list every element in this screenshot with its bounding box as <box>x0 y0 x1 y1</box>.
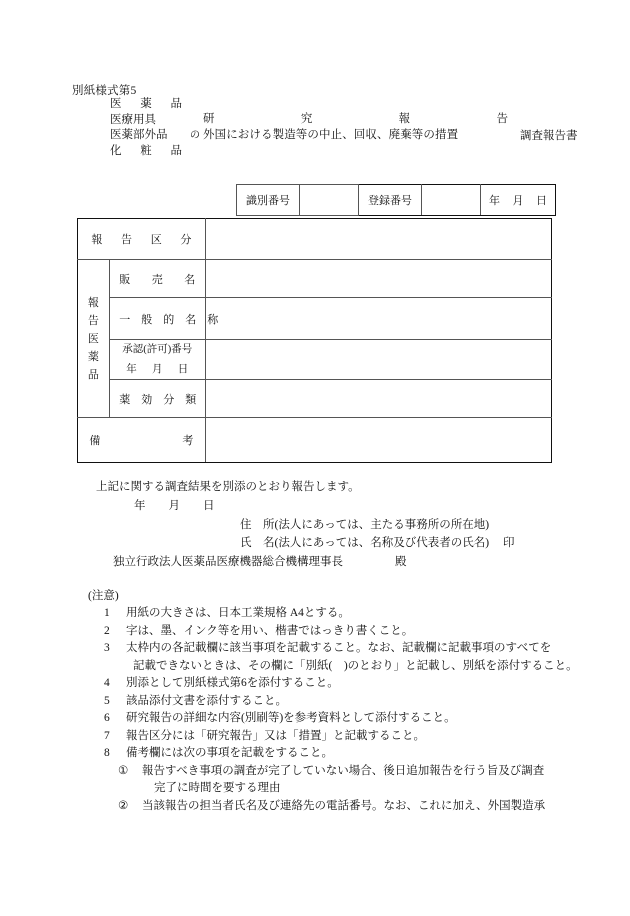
note-item <box>104 745 618 763</box>
note-text: 用紙の大きさは、日本工業規格 A4とする。 <box>126 607 350 619</box>
subject-column <box>203 111 523 143</box>
note-text: 字は、墨、インク等を用い、楷書ではっきり書くこと。 <box>126 624 414 637</box>
subitem-number: ① <box>118 764 129 777</box>
generic-name-label: 一 般 的 名 称 <box>109 298 205 340</box>
main-form-table <box>77 218 552 463</box>
registration-number-label: 登録番号 <box>359 185 422 216</box>
approval-number-label <box>109 340 205 380</box>
note-text: 備考欄には次の事項を記載をすること。 <box>126 747 333 759</box>
table-row-efficacy-class <box>78 380 552 418</box>
remarks-value[interactable] <box>205 418 551 463</box>
note-number: 2 <box>104 624 110 637</box>
group-label-char-3: 医 <box>87 332 99 345</box>
note-text: 研究報告の詳細な内容(別刷等)を参考資料として添付すること。 <box>126 712 456 724</box>
brand-name-value[interactable] <box>205 260 551 298</box>
identification-number-label: 識別番号 <box>237 185 300 216</box>
table-row-brand-name <box>78 260 552 298</box>
note-item <box>104 693 618 711</box>
note-subitem <box>118 763 618 798</box>
approval-number-value[interactable] <box>205 340 551 380</box>
note-number: 5 <box>104 694 110 707</box>
note-number: 7 <box>104 729 110 742</box>
note-text: 太枠内の各記載欄に該当事項を記載すること。なお、記載欄に記載事項のすべてを <box>126 642 552 654</box>
seal-marker: 印 <box>503 537 515 549</box>
note-number: 3 <box>104 642 110 654</box>
remarks-label: 備 考 <box>78 418 206 463</box>
group-label-char-4: 薬 <box>87 350 99 363</box>
note-text-wrapper <box>126 640 618 675</box>
addressee-honorific: 殿 <box>395 556 407 568</box>
note-number: 1 <box>104 607 110 619</box>
table-row-report-category <box>78 219 552 260</box>
note-text-continuation: 記載できないときは、その欄に「別紙( )のとおり」と記載し、別紙を添付すること。 <box>133 659 578 672</box>
note-subitem <box>118 798 618 816</box>
note-number: 8 <box>104 747 110 759</box>
address-line: 住 所(法人にあっては、主たる事務所の所在地) <box>240 519 490 531</box>
note-item <box>104 728 618 746</box>
note-text: 別添として別紙様式第6を添付すること。 <box>126 677 339 689</box>
efficacy-class-value[interactable] <box>205 380 551 418</box>
subitem-text: 当該報告の担当者氏名及び連絡先の電話番号。なお、これに加え、外国製造承 <box>142 799 546 812</box>
table-row-generic-name <box>78 298 552 340</box>
approval-number-label-line1: 承認(許可)番号 <box>122 344 193 355</box>
addressee-line <box>113 553 407 569</box>
notes-section <box>88 588 618 815</box>
subject-line-foreign-measures: 外国における製造等の中止、回収、廃棄等の措置 <box>203 129 459 141</box>
date-header-cell <box>481 185 556 216</box>
subitem-text: 報告すべき事項の調査が完了していない場合、後日追加報告を行う旨及び調査 <box>142 764 545 777</box>
identification-row <box>237 185 556 216</box>
group-label-char-5: 品 <box>87 368 99 381</box>
report-product-group-label <box>78 260 110 418</box>
approval-number-label-line2: 年 月 日 <box>126 363 189 375</box>
identification-number-value[interactable] <box>300 185 359 216</box>
note-text: 該品添付文書を添付すること。 <box>126 694 287 707</box>
identification-table <box>236 184 556 216</box>
registration-number-value[interactable] <box>422 185 481 216</box>
date-header-label: 年 月 日 <box>489 195 547 207</box>
report-category-label: 報 告 区 分 <box>78 219 206 260</box>
report-kind-label: 調査報告書 <box>520 130 578 142</box>
brand-name-label: 販 売 名 <box>109 260 205 298</box>
particle-no: の <box>190 130 200 141</box>
statement-text: 上記に関する調査結果を別添のとおり報告します。 <box>96 481 360 493</box>
category-line-1: 医 薬 品 <box>110 98 182 110</box>
note-text: 報告区分には「研究報告」又は「措置」と記載すること。 <box>126 729 425 742</box>
note-item <box>104 623 618 641</box>
group-label-char-1: 報 <box>87 296 99 309</box>
subitem-text-continuation: 完了に時間を要する理由 <box>154 782 281 794</box>
title-block <box>110 97 580 159</box>
report-category-value[interactable] <box>205 219 551 260</box>
name-line <box>240 534 515 550</box>
note-item <box>104 710 618 728</box>
form-number: 別紙様式第5 <box>72 85 137 97</box>
product-category-column <box>110 97 190 159</box>
notes-title: (注意) <box>88 590 119 602</box>
name-line-text: 氏 名(法人にあっては、名称及び代表者の氏名) <box>240 537 490 549</box>
table-row-approval-number <box>78 340 552 380</box>
note-item <box>104 675 618 693</box>
table-row-remarks <box>78 418 552 463</box>
note-item <box>104 605 618 623</box>
note-number: 4 <box>104 677 110 689</box>
efficacy-class-label: 薬 効 分 類 <box>109 380 205 418</box>
subject-line-research-report: 研 究 報 告 <box>203 113 508 125</box>
statement-date-line: 年 月 日 <box>134 500 215 512</box>
note-number: 6 <box>104 712 110 724</box>
generic-name-value[interactable] <box>205 298 551 340</box>
note-item <box>104 640 618 675</box>
addressee-name: 独立行政法人医薬品医療機器総合機構理事長 <box>113 556 343 568</box>
subitem-number: ② <box>118 799 129 812</box>
subitem-text-wrapper <box>142 763 618 798</box>
category-line-4: 化 粧 品 <box>110 144 182 157</box>
category-line-2: 医療用具 <box>110 113 156 126</box>
category-line-3: 医薬部外品 <box>110 129 168 141</box>
group-label-char-2: 告 <box>87 314 99 327</box>
